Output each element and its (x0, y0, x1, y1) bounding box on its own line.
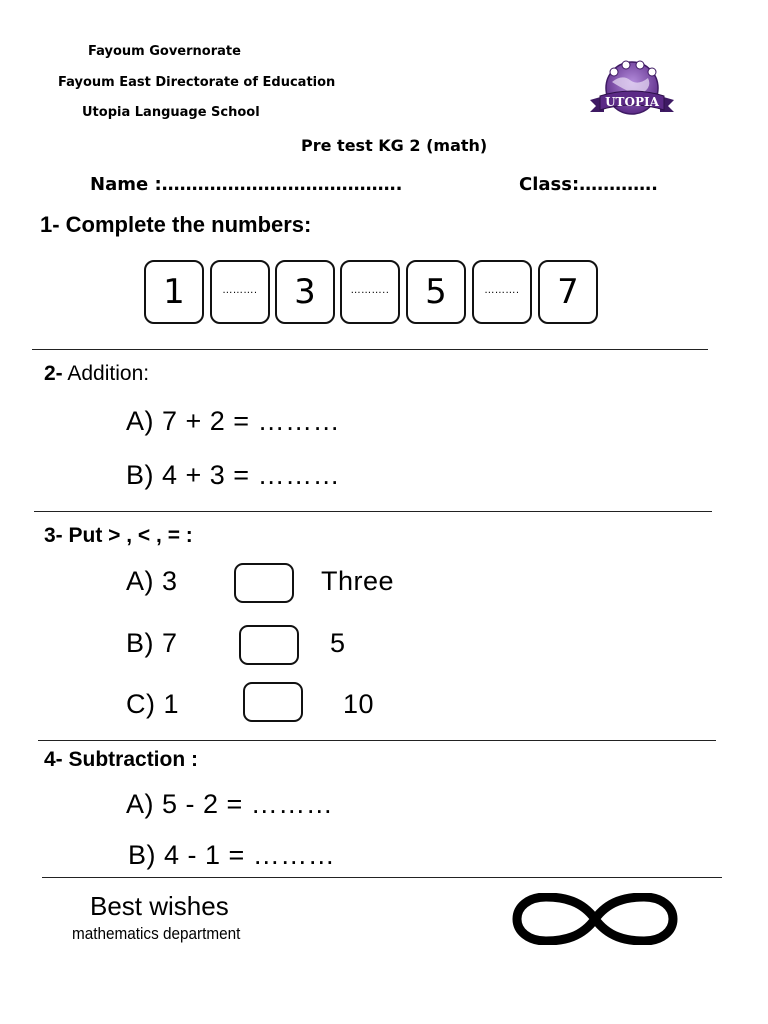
compare-answer-box[interactable] (234, 563, 294, 603)
section2-heading-text: Addition: (62, 362, 150, 385)
section2-heading (44, 362, 149, 386)
compare-answer-box[interactable] (239, 625, 299, 665)
directorate-text: Fayoum East Directorate of Education (58, 75, 336, 90)
compare-answer-box[interactable] (243, 682, 303, 722)
compare-right: 10 (343, 689, 375, 719)
section2-heading-number: 2- (44, 362, 63, 385)
subtraction-question: A) 5 - 2 = ……… (126, 789, 334, 819)
department-text: mathematics department (72, 924, 241, 943)
school-text: Utopia Language School (82, 105, 260, 120)
subtraction-question: B) 4 - 1 = ……… (128, 840, 336, 870)
governorate-text: Fayoum Governorate (88, 44, 241, 59)
section-divider (34, 511, 712, 512)
name-field-label: Name :…………………………………. (90, 174, 403, 195)
compare-left: C) 1 (126, 689, 180, 719)
number-blank-box[interactable]: ………. (472, 260, 532, 324)
compare-left: A) 3 (126, 566, 178, 596)
number-box: 1 (144, 260, 204, 324)
section4-heading: 4- Subtraction : (44, 748, 199, 771)
class-field-label: Class:…………. (519, 174, 658, 195)
infinity-icon (512, 893, 678, 945)
number-box: 7 (538, 260, 598, 324)
number-blank-box[interactable]: ……….. (340, 260, 400, 324)
page-title: Pre test KG 2 (math) (301, 136, 488, 155)
number-blank-box[interactable]: ………. (210, 260, 270, 324)
compare-right: Three (321, 566, 395, 596)
compare-left: B) 7 (126, 628, 178, 658)
section-divider (42, 877, 722, 878)
best-wishes-text: Best wishes (90, 891, 229, 921)
compare-right: 5 (330, 628, 346, 658)
section-divider (38, 740, 716, 741)
logo-text: UTOPIA (605, 95, 659, 109)
section1-heading: 1- Complete the numbers: (40, 212, 312, 237)
addition-question: B) 4 + 3 = ……… (126, 460, 341, 490)
number-box: 3 (275, 260, 335, 324)
section-divider (32, 349, 708, 350)
number-box: 5 (406, 260, 466, 324)
school-logo (586, 56, 678, 126)
addition-question: A) 7 + 2 = ……… (126, 406, 341, 436)
section3-heading: 3- Put > , < , = : (44, 524, 193, 547)
